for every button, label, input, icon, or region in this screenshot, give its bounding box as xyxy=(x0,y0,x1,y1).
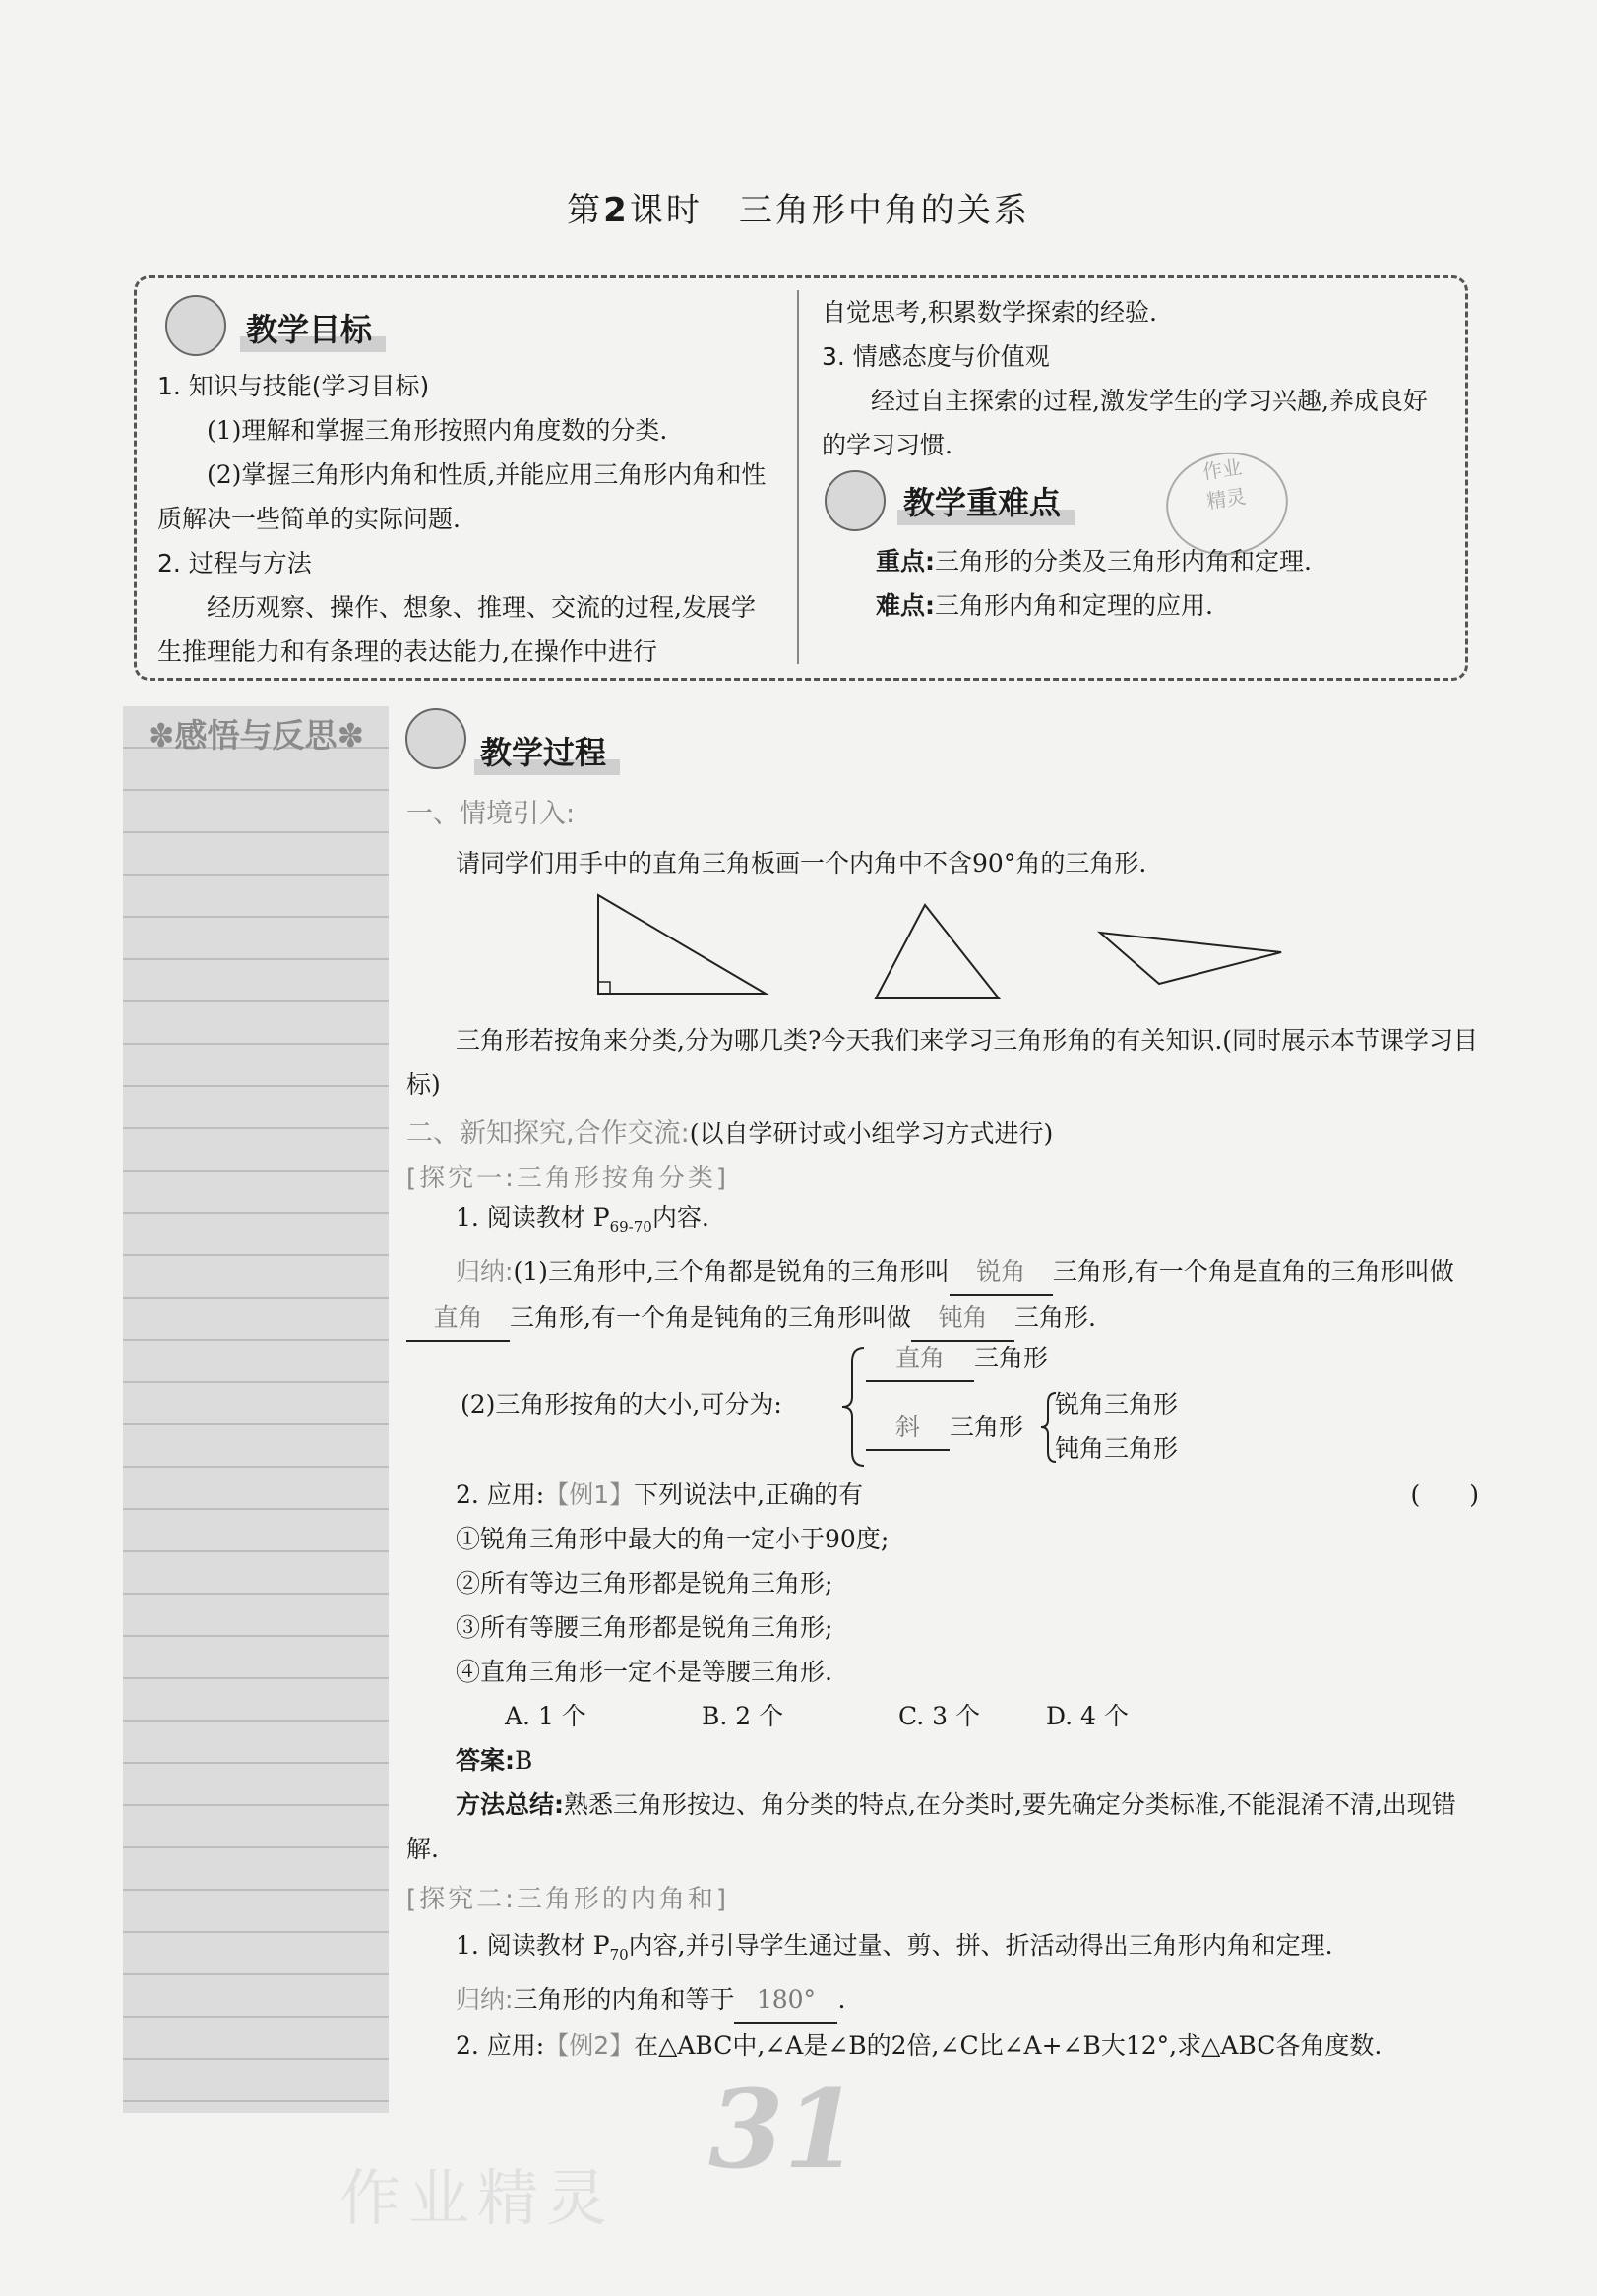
choice-d: D. 4 个 xyxy=(1046,1702,1129,1730)
answer-blank-right: 直角 xyxy=(406,1296,510,1342)
choices xyxy=(406,1694,1479,1738)
right-angle-mark xyxy=(598,982,610,994)
class-acute: 锐角三角形 xyxy=(1055,1390,1179,1419)
classification-intro: (2)三角形按角的大小,可分为: xyxy=(461,1390,782,1419)
statement-3: ③所有等腰三角形都是锐角三角形; xyxy=(456,1613,833,1642)
example-2-text: 在△ABC中,∠A是∠B的2倍,∠C比∠A+∠B大12°,求△ABC各角度数. xyxy=(634,2031,1382,2060)
answer-blank-180: 180° xyxy=(734,1977,837,2024)
section-1-title: 一、情境引入: xyxy=(406,799,576,829)
statement-2: ②所有等边三角形都是锐角三角形; xyxy=(456,1569,833,1598)
objectives-right-column xyxy=(822,290,1442,467)
attitude-title: 3. 情感态度与价值观 xyxy=(822,342,1050,371)
method-text: 熟悉三角形按边、角分类的特点,在分类时,要先确定分类标准,不能混淆不清,出现错解. xyxy=(406,1790,1456,1863)
answer-paren: ( ) xyxy=(1410,1480,1479,1509)
student-running-icon xyxy=(405,708,466,769)
answer-blank-acute: 锐角 xyxy=(950,1249,1053,1296)
answer-blank-obtuse: 钝角 xyxy=(911,1296,1014,1342)
intro-paragraph xyxy=(406,841,1479,885)
key-label: 重点: xyxy=(876,547,935,575)
knowledge-item-1: (1)理解和掌握三角形按照内角度数的分类. xyxy=(207,416,668,445)
obtuse-triangle-figure xyxy=(1100,933,1281,984)
knowledge-item-2: (2)掌握三角形内角和性质,并能应用三角形内角和性质解决一些简单的实际问题. xyxy=(157,460,767,533)
class-oblique: 斜 三角形 xyxy=(866,1405,1023,1451)
explore-1-body: 1. 阅读教材 $P_{69-70}$内容. 归纳:(1)三角形中,三个角都是锐角的三角形叫 锐角 三角形,有一个角是直角的三角形叫做直角 三角形,有一个角是钝角的三角形叫做 钝角 三角形. xyxy=(406,1195,1479,1342)
triangle-drawings xyxy=(581,885,1299,1013)
watermark-stamp: 作业 精灵 xyxy=(1159,445,1294,563)
explore-1-title: [探究一:三角形按角分类] xyxy=(406,1164,730,1193)
intro-instruction: 请同学们用手中的直角三角板画一个内角中不含90°角的三角形. xyxy=(456,849,1147,877)
statement-1: ①锐角三角形中最大的角一定小于90度; xyxy=(456,1525,890,1553)
key-text: 三角形的分类及三角形内角和定理. xyxy=(935,547,1312,575)
objective-continued-text: 自觉思考,积累数学探索的经验. xyxy=(822,298,1157,327)
objectives-heading: 教学目标 xyxy=(246,305,372,350)
attitude-text: 经过自主探索的过程,激发学生的学习兴趣,养成良好的学习习惯. xyxy=(822,387,1428,459)
method-label: 方法总结: xyxy=(456,1790,564,1819)
answer-label: 答案: xyxy=(456,1746,515,1775)
objectives-left-column xyxy=(157,364,777,674)
knowledge-skill-title: 1. 知识与技能(学习目标) xyxy=(157,372,430,400)
choice-b: B. 2 个 xyxy=(702,1702,784,1730)
class-right: 直角 三角形 xyxy=(866,1336,1048,1382)
difficulty-label: 难点: xyxy=(876,591,935,620)
keypoints-body xyxy=(876,539,1446,628)
choice-a: A. 1 个 xyxy=(505,1702,586,1730)
page-number: 31 xyxy=(708,2066,860,2193)
watermark-text: 作业精灵 xyxy=(339,2162,616,2234)
process-method-title: 2. 过程与方法 xyxy=(157,549,312,577)
keypoints-heading: 教学重难点 xyxy=(903,478,1061,523)
student-thinking-icon xyxy=(825,470,886,531)
explore-2-body: 1. 阅读教材 $P_{70}$内容,并引导学生通过量、剪、拼、折活动得出三角形内角和定理. 归纳:三角形的内角和等于 180° . 2. 应用:【例2】在△ABC中,∠A是∠B的2倍,∠C比∠A+∠B大12°,求△ABC各角度数. xyxy=(456,1931,1382,2060)
student-reading-icon xyxy=(165,295,226,356)
explore-2-title: [探究二:三角形的内角和] xyxy=(406,1885,730,1914)
classification-brace xyxy=(838,1344,868,1470)
acute-triangle-figure xyxy=(876,905,999,998)
choice-c: C. 3 个 xyxy=(898,1702,980,1730)
page-title: 第2课时 三角形中角的关系 xyxy=(567,191,1030,230)
objectives-divider xyxy=(797,290,799,664)
example-1: 2. 应用:【例1】下列说法中,正确的有 ( ) ①锐角三角形中最大的角一定小于90度; ②所有等边三角形都是锐角三角形; ③所有等腰三角形都是锐角三角形; ④直角三角形一定不是等腰三角形. A. 1 个 B. 2 个 C. 3 个 D. 4 个 答案:B 方法总结:熟悉三角形按边、角分类的特点,在分类时,要先确定分类标准,不能混淆不清,出现错解. xyxy=(406,1473,1479,1871)
reflection-sidebar xyxy=(123,706,389,2113)
right-triangle-figure xyxy=(598,895,766,994)
statement-4: ④直角三角形一定不是等腰三角形. xyxy=(456,1658,832,1686)
section-2-title: 二、新知探究,合作交流:(以自学研讨或小组学习方式进行) xyxy=(406,1118,1054,1149)
answer-value: B xyxy=(515,1746,533,1775)
class-obtuse: 钝角三角形 xyxy=(1055,1434,1179,1463)
process-heading: 教学过程 xyxy=(480,728,606,773)
sidebar-heading: ✽感悟与反思✽ xyxy=(147,716,365,755)
difficulty-text: 三角形内角和定理的应用. xyxy=(935,591,1213,620)
intro-question xyxy=(406,1018,1479,1107)
process-method-text: 经历观察、操作、想象、推理、交流的过程,发展学生推理能力和有条理的表达能力,在操作中进行 xyxy=(157,593,756,666)
intro-question-text: 三角形若按角来分类,分为哪几类?今天我们来学习三角形角的有关知识.(同时展示本节课学习目标) xyxy=(406,1026,1479,1099)
